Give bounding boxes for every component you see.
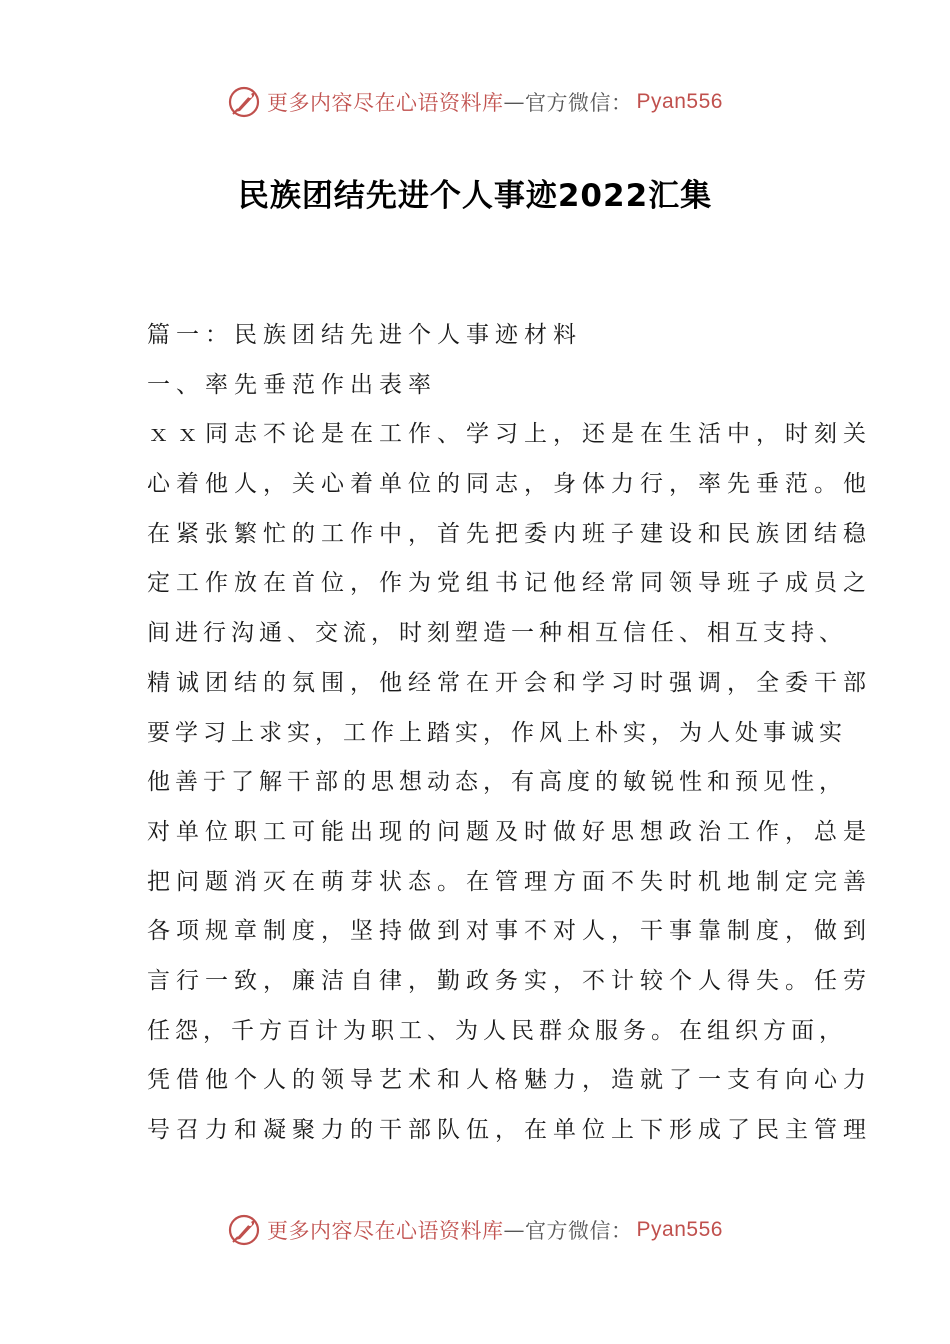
header-banner <box>0 82 950 122</box>
paragraph-line: 间进行沟通、交流，时刻塑造一种相互信任、相互支持、 <box>147 620 847 647</box>
paragraph-line: 号召力和凝聚力的干部队伍，在单位上下形成了民主管理 <box>147 1117 872 1143</box>
banner-wechat-id: Pyan556 <box>636 90 723 113</box>
document-title: 民族团结先进个人事迹2022汇集 <box>237 178 713 214</box>
document-body <box>147 311 872 1156</box>
footer-banner <box>0 1210 950 1250</box>
banner-slogan: 更多内容尽在心语资料库 <box>267 91 504 115</box>
quill-logo-icon <box>227 1213 261 1247</box>
subsection-heading: 一、率先垂范作出表率 <box>147 371 437 398</box>
banner-wechat-label: 官方微信： <box>525 1219 633 1243</box>
paragraph-line: ｘｘ同志不论是在工作、学习上，还是在生活中，时刻关 <box>147 421 872 448</box>
banner-wechat-id: Pyan556 <box>636 1218 723 1241</box>
paragraph-line: 凭借他个人的领导艺术和人格魅力，造就了一支有向心力 <box>147 1067 872 1094</box>
banner-wechat-label: 官方微信： <box>525 91 633 115</box>
banner-dash: — <box>503 1218 526 1242</box>
paragraph-line: 定工作放在首位，作为党组书记他经常同领导班子成员之 <box>147 570 872 597</box>
quill-logo-icon <box>227 85 261 119</box>
banner-slogan: 更多内容尽在心语资料库 <box>267 1219 504 1243</box>
paragraph-line: 言行一致，廉洁自律，勤政务实，不计较个人得失。任劳 <box>147 967 872 994</box>
banner-dash: — <box>503 90 526 114</box>
paragraph-line: 各项规章制度，坚持做到对事不对人，干事靠制度，做到 <box>147 918 872 945</box>
paragraph-line: 在紧张繁忙的工作中，首先把委内班子建设和民族团结稳 <box>147 520 872 547</box>
paragraph-line: 心着他人，关心着单位的同志，身体力行，率先垂范。他 <box>147 471 872 498</box>
paragraph-line: 他善于了解干部的思想动态，有高度的敏锐性和预见性， <box>147 769 847 796</box>
paragraph-line: 把问题消灭在萌芽状态。在管理方面不失时机地制定完善 <box>147 868 872 895</box>
paragraph-line: 精诚团结的氛围，他经常在开会和学习时强调，全委干部 <box>147 669 872 696</box>
paragraph-line: 对单位职工可能出现的问题及时做好思想政治工作，总是 <box>147 818 872 845</box>
paragraph-line: 任怨，千方百计为职工、为人民群众服务。在组织方面， <box>147 1017 847 1044</box>
section-heading: 篇一：民族团结先进个人事迹材料 <box>147 322 582 348</box>
paragraph-line: 要学习上求实，工作上踏实，作风上朴实，为人处事诚实 <box>147 719 847 746</box>
